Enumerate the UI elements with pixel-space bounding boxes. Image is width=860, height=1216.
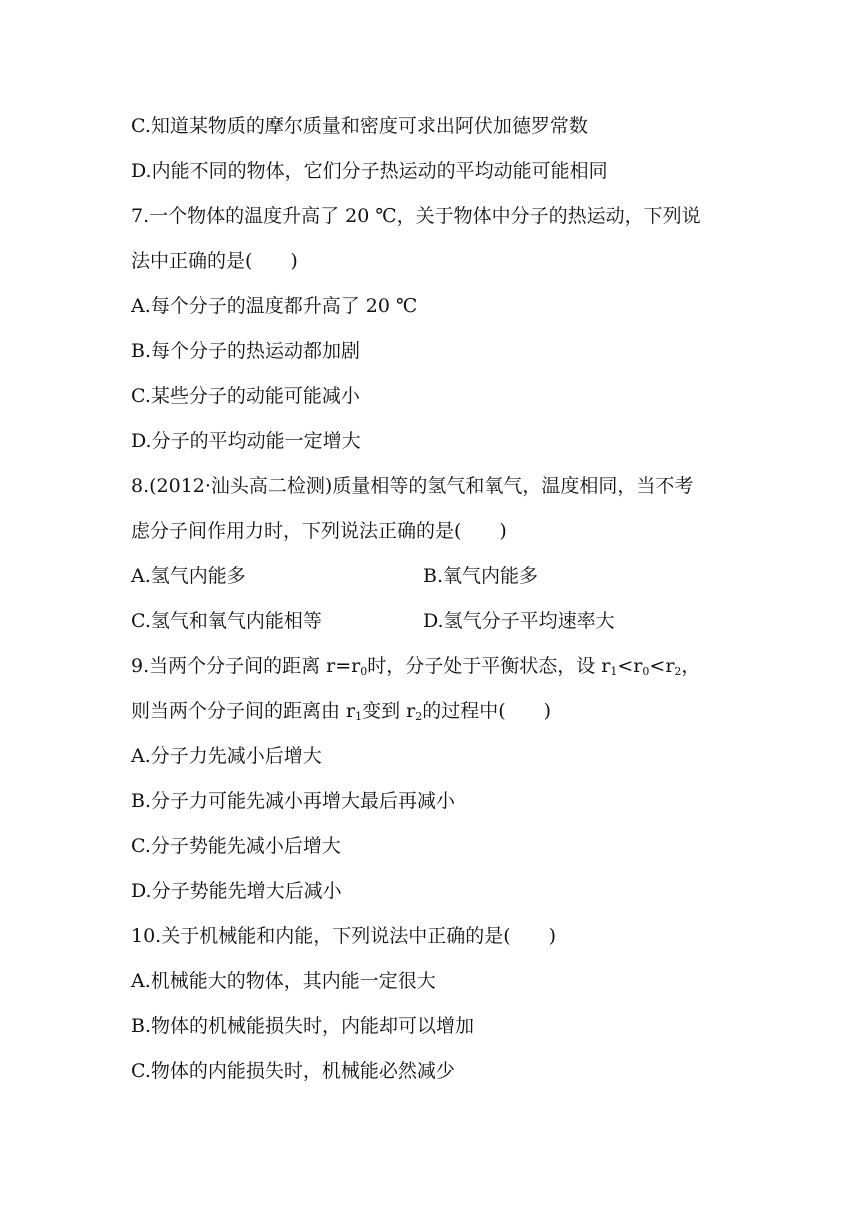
q6-option-c: C.知道某物质的摩尔质量和密度可求出阿伏加德罗常数 xyxy=(131,115,588,137)
q8-option-b: B.氧气内能多 xyxy=(423,565,539,587)
q9-stem-text: 9.当两个分子间的距离 r=r xyxy=(131,655,361,677)
q8-option-d: D.氢气分子平均速率大 xyxy=(423,610,615,632)
q9-stem-text: <r xyxy=(649,655,675,677)
q7-option-b: B.每个分子的热运动都加剧 xyxy=(131,340,361,362)
q9-stem-line-2 xyxy=(131,698,551,724)
q9-stem-text: 时，分子处于平衡状态，设 r xyxy=(367,655,611,677)
q10-stem-line-1: 10.关于机械能和内能，下列说法中正确的是( ) xyxy=(131,925,557,947)
q9-stem-text: ， xyxy=(681,655,701,677)
q9-stem-line-1 xyxy=(131,653,700,679)
subscript: 2 xyxy=(674,665,682,678)
q8-stem-line-2: 虑分子间作用力时，下列说法正确的是( ) xyxy=(131,520,507,542)
subscript: 1 xyxy=(610,665,618,678)
q10-option-a: A.机械能大的物体，其内能一定很大 xyxy=(131,970,436,992)
q9-stem-text: <r xyxy=(617,655,643,677)
q7-stem-line-2: 法中正确的是( ) xyxy=(131,250,298,272)
q8-stem-line-1: 8.(2012·汕头高二检测)质量相等的氢气和氧气，温度相同，当不考 xyxy=(131,475,694,497)
q7-option-a: A.每个分子的温度都升高了 20 ℃ xyxy=(131,295,418,317)
q7-stem-line-1: 7.一个物体的温度升高了 20 ℃，关于物体中分子的热运动，下列说 xyxy=(131,205,701,227)
q6-option-d: D.内能不同的物体，它们分子热运动的平均动能可能相同 xyxy=(131,160,608,182)
subscript: 1 xyxy=(355,710,363,723)
q7-option-d: D.分子的平均动能一定增大 xyxy=(131,430,361,452)
q9-option-b: B.分子力可能先减小再增大最后再减小 xyxy=(131,790,456,812)
q8-option-c: C.氢气和氧气内能相等 xyxy=(131,610,322,632)
q9-stem-text: 则当两个分子间的距离由 r xyxy=(131,700,356,722)
q9-option-a: A.分子力先减小后增大 xyxy=(131,745,322,767)
subscript: 2 xyxy=(415,710,423,723)
q10-option-c: C.物体的内能损失时，机械能必然减少 xyxy=(131,1060,455,1082)
subscript: 0 xyxy=(642,665,650,678)
q9-stem-text: 的过程中( ) xyxy=(422,700,552,722)
q9-option-d: D.分子势能先增大后减小 xyxy=(131,880,342,902)
subscript: 0 xyxy=(360,665,368,678)
q8-option-a: A.氢气内能多 xyxy=(131,565,246,587)
q9-stem-text: 变到 r xyxy=(362,700,416,722)
q9-option-c: C.分子势能先减小后增大 xyxy=(131,835,341,857)
q7-option-c: C.某些分子的动能可能减小 xyxy=(131,385,360,407)
q10-option-b: B.物体的机械能损失时，内能却可以增加 xyxy=(131,1015,475,1037)
